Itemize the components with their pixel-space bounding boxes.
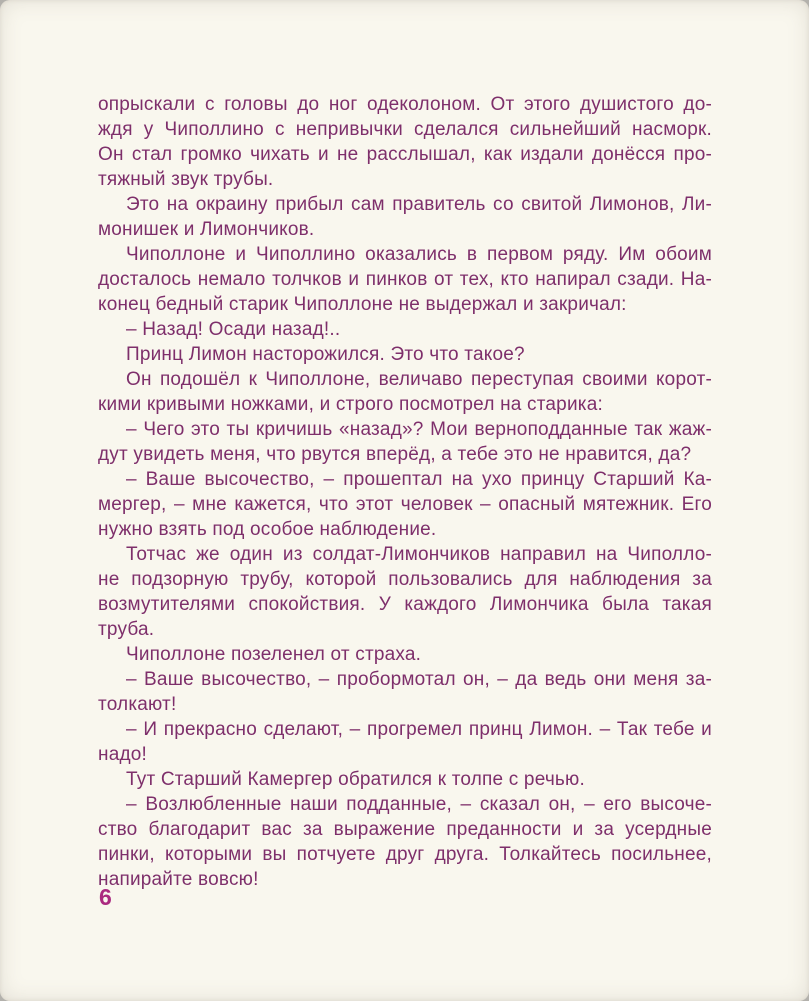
paragraph: [98, 542, 712, 642]
text-line: досталось немало толчков и пинков от тех, кто напирал сзади. На-: [98, 269, 712, 290]
paragraph: [98, 667, 712, 717]
text-line: кими кривыми ножками, и строго посмотрел на старика:: [98, 394, 603, 415]
paragraph: [98, 717, 712, 767]
text-line: Он стал громко чихать и не расслышал, как издали донёсся про-: [98, 144, 712, 165]
paragraph: [98, 417, 712, 467]
text-line: ство благодарит вас за выражение преданности и за усердные: [98, 819, 712, 840]
text-line: Тут Старший Камергер обратился к толпе с речью.: [126, 769, 585, 790]
text-line: – И прекрасно сделают, – прогремел принц Лимон. – Так тебе и: [126, 719, 712, 740]
page-text: [98, 92, 712, 892]
text-line: возмутителями спокойствия. У каждого Лимончика была такая: [98, 594, 712, 615]
text-line: дут увидеть меня, что рвутся вперёд, а тебе это не нравится, да?: [98, 444, 692, 465]
text-line: – Ваше высочество, – пробормотал он, – да ведь они меня за-: [126, 669, 712, 690]
text-line: труба.: [98, 619, 155, 640]
paragraph: [98, 242, 712, 317]
text-line: пинки, которыми вы потчуете друг друга. Толкайтесь посильнее,: [98, 844, 712, 865]
text-line: мергер, – мне кажется, что этот человек – опасный мятежник. Его: [98, 494, 712, 515]
text-line: – Чего это ты кричишь «назад»? Мои верноподданные так жаж-: [126, 419, 712, 440]
text-line: ждя у Чиполлино с непривычки сделался сильнейший насморк.: [98, 119, 712, 140]
page-number: 6: [99, 884, 112, 910]
text-line: – Ваше высочество, – прошептал на ухо принцу Старший Ка-: [126, 469, 712, 490]
paragraph: [98, 467, 712, 542]
text-line: тяжный звук трубы.: [98, 169, 274, 190]
text-line: не подзорную трубу, которой пользовались для наблюдения за: [98, 569, 712, 590]
text-line: Он подошёл к Чиполлоне, величаво переступая своими корот-: [126, 369, 712, 390]
text-line: монишек и Лимончиков.: [98, 219, 315, 240]
text-line: напирайте вовсю!: [98, 869, 259, 890]
text-line: надо!: [98, 744, 147, 765]
text-line: Тотчас же один из солдат-Лимончиков направил на Чиполло-: [126, 544, 712, 565]
paragraph: [98, 192, 712, 242]
text-line: нужно взять под особое наблюдение.: [98, 519, 437, 540]
text-line: Принц Лимон насторожился. Это что такое?: [126, 344, 525, 365]
text-line: толкают!: [98, 694, 177, 715]
text-line: Это на окраину прибыл сам правитель со свитой Лимонов, Ли-: [126, 194, 712, 215]
paragraph: [98, 367, 712, 417]
paragraph: [98, 767, 712, 792]
paragraph: [98, 317, 712, 342]
paragraph: [98, 342, 712, 367]
text-line: опрыскали с головы до ног одеколоном. От этого душистого до-: [98, 94, 712, 115]
text-line: – Назад! Осади назад!..: [126, 319, 341, 340]
paragraph: [98, 92, 712, 192]
paragraph: [98, 792, 712, 892]
text-line: Чиполлоне и Чиполлино оказались в первом ряду. Им обоим: [126, 244, 712, 265]
paragraph: [98, 642, 712, 667]
text-line: Чиполлоне позеленел от страха.: [126, 644, 422, 665]
text-line: – Возлюбленные наши подданные, – сказал он, – его высоче-: [126, 794, 712, 815]
text-line: конец бедный старик Чиполлоне не выдержал и закричал:: [98, 294, 627, 315]
